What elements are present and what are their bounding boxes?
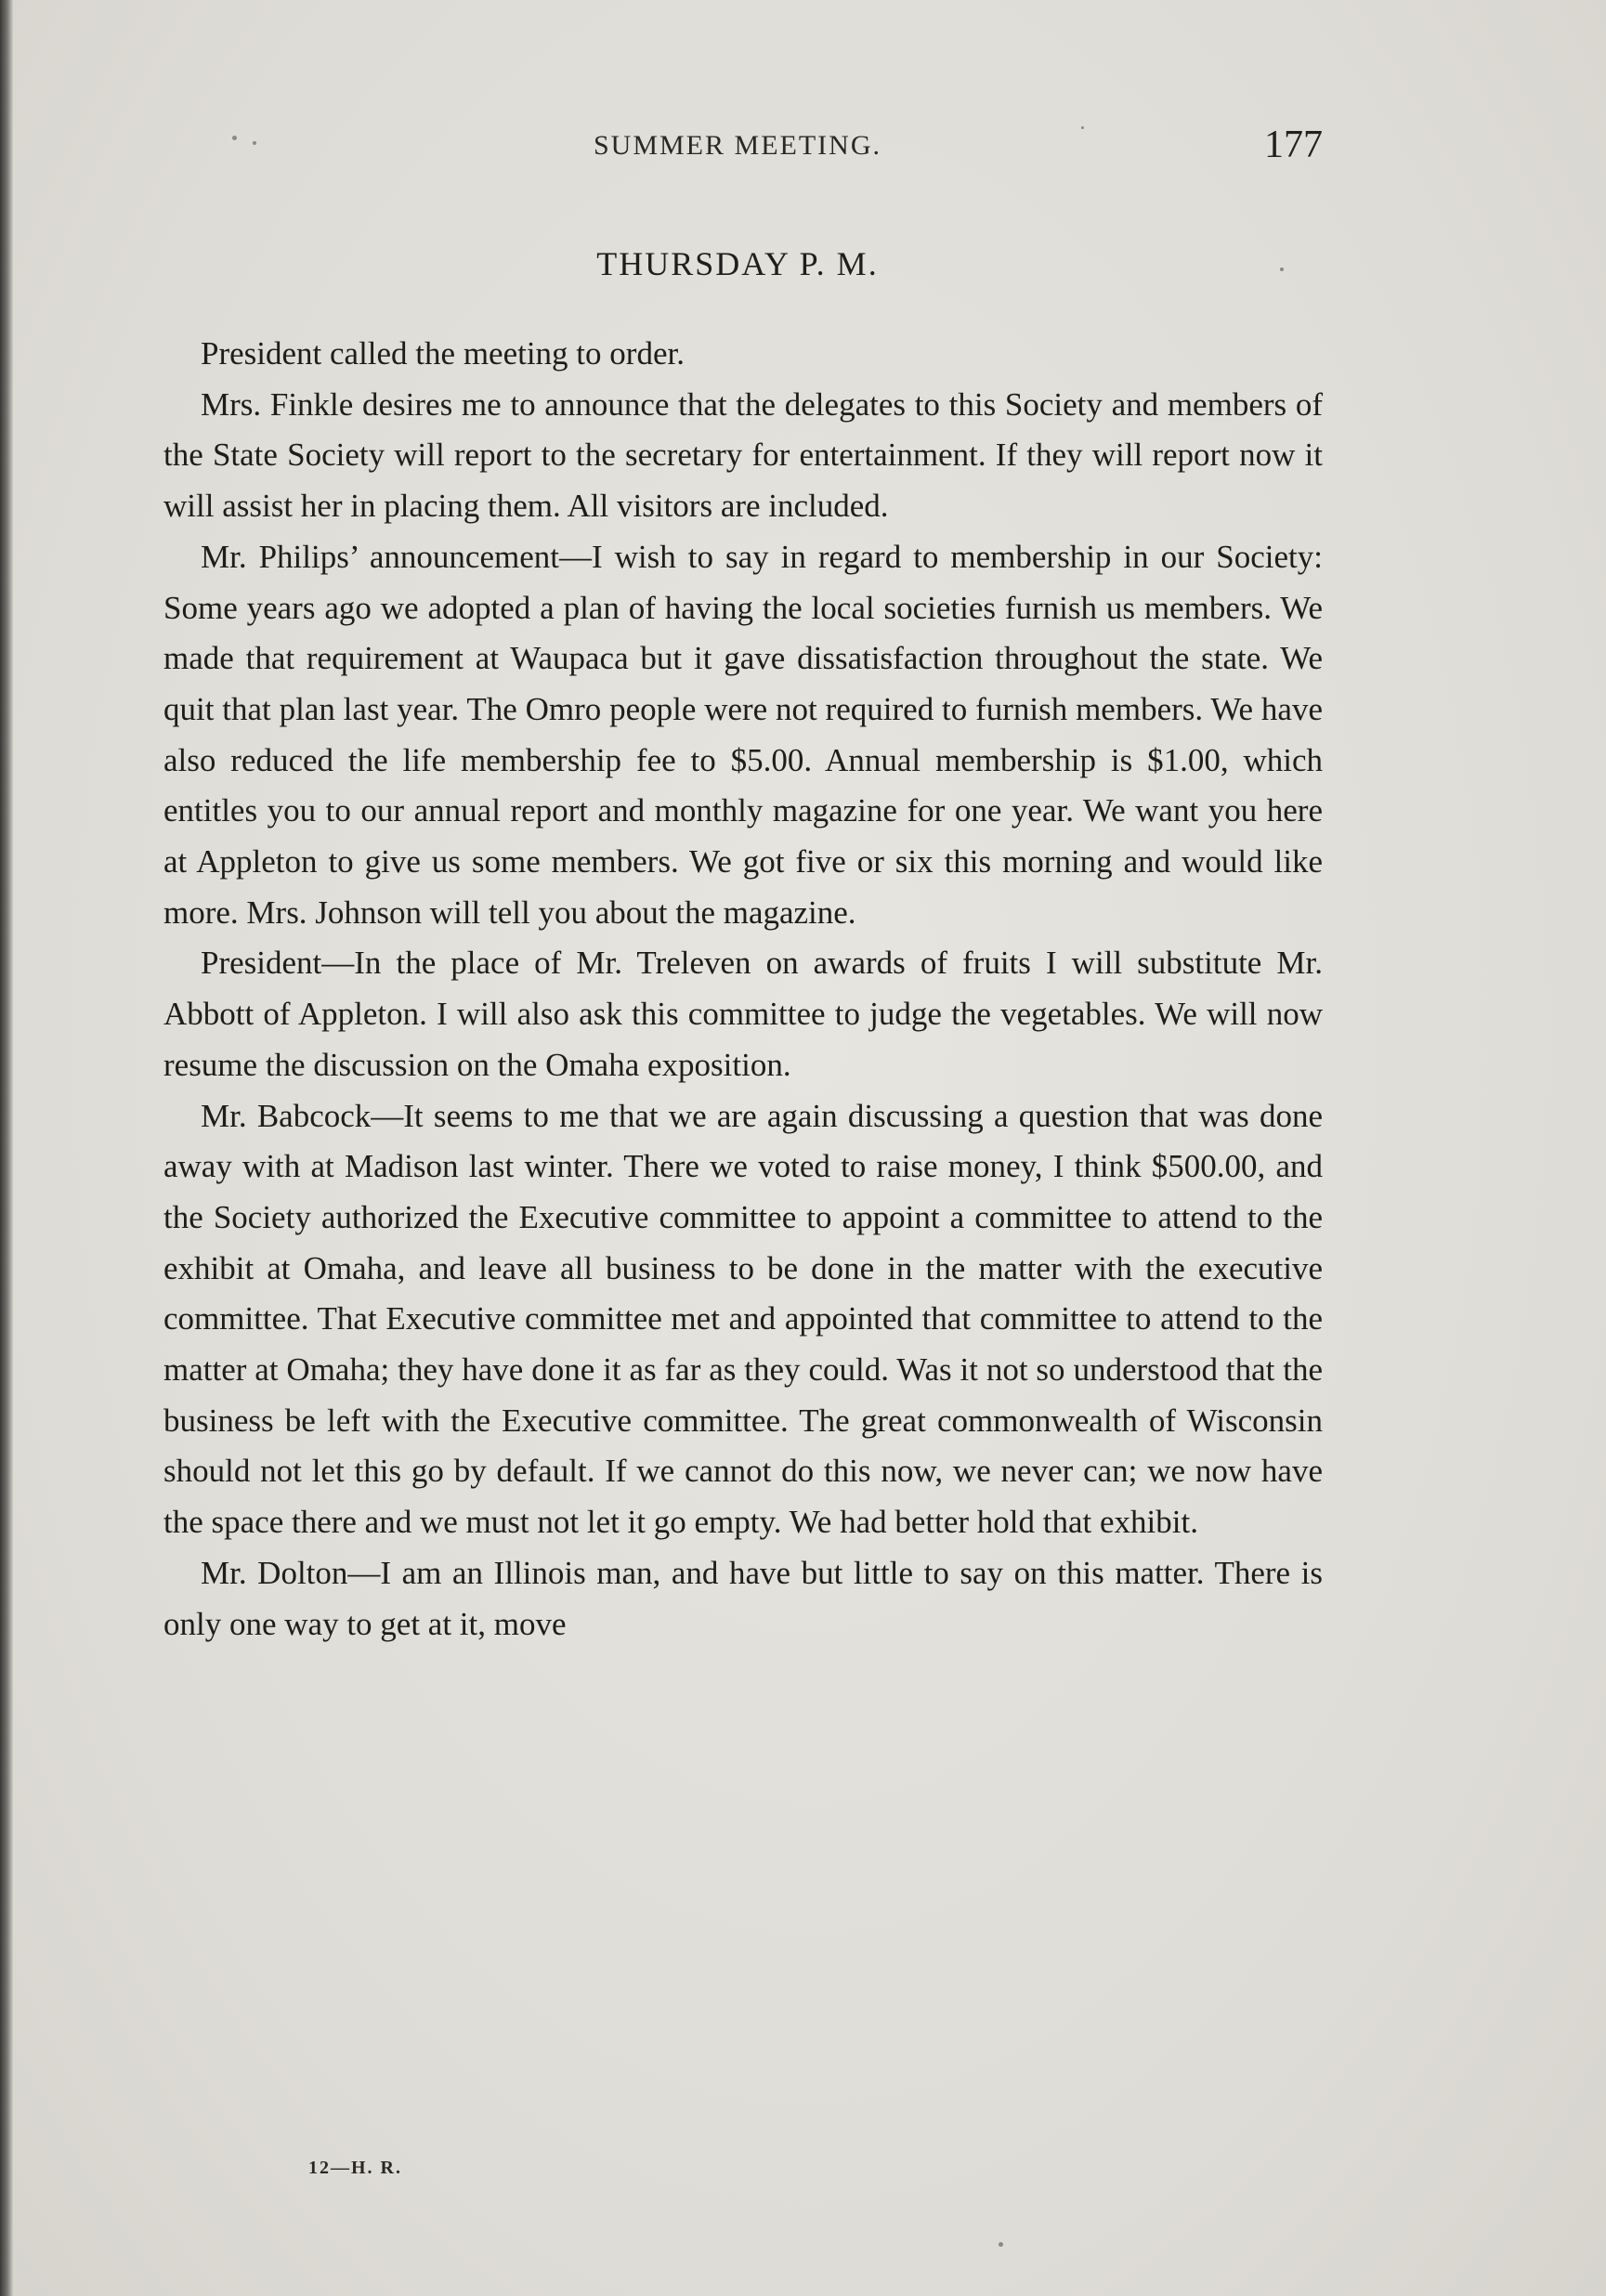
paragraph: Mr. Babcock—It seems to me that we are again discussing a question that was done away with at Madison last winter. There we voted to raise money, I think $500.00, and the Society authorized the Executive committee to appoint a committee to attend to the exhibit at Omaha, and leave all business to be done in the matter with the executive committee. That Executive committee met and appointed that committee to attend to the matter at Omaha; they have done it as far as they could. Was it not so understood that the business be left with the Executive committee. The great commonwealth of Wisconsin should not let this go by default. If we cannot do this now, we never can; we now have the space there and we must not let it go empty. We had better hold that exhibit. [163, 1097, 1323, 1541]
scan-speck [1081, 126, 1084, 129]
paragraph: President—In the place of Mr. Treleven on awards of fruits I will substitute Mr. Abbott of Appleton. I will also ask this committee to judge the vegetables. We will now resume the discussion on the Omaha exposition. [163, 945, 1323, 1083]
page-number: 177 [1264, 124, 1323, 166]
scan-binding-edge [0, 0, 13, 2296]
scan-speck [253, 141, 256, 145]
book-page [13, 0, 1606, 2296]
section-heading: THURSDAY P. M. [596, 245, 879, 282]
paragraph: Mrs. Finkle desires me to announce that the delegates to this Society and members of the State Society will report to the secretary for entertainment. If they will report now it will assist her in placing them. All visitors are included. [163, 385, 1323, 525]
paragraph: Mr. Dolton—I am an Illinois man, and have but little to say on this matter. There is only one way to get at it, move [163, 1554, 1323, 1642]
scan-speck [999, 2242, 1003, 2247]
paragraph: President called the meeting to order. [201, 335, 685, 372]
running-title: SUMMER MEETING. [593, 130, 881, 161]
scan-speck [1280, 267, 1284, 271]
scan-speck [232, 136, 237, 140]
body-text [163, 329, 1323, 1650]
running-head [152, 123, 1323, 178]
signature-mark: 12—H. R. [308, 2158, 402, 2178]
paragraph: Mr. Philips’ announcement—I wish to say in regard to membership in our Society: Some years ago we adopted a plan of having the local societies furnish us members. We made that requirement at Waupaca but it gave dissatisfaction throughout the state. We quit that plan last year. The Omro people were not required to furnish members. We have also reduced the life membership fee to $5.00. Annual membership is $1.00, which entitles you to our annual report and monthly magazine for one year. We want you here at Appleton to give us some members. We got five or six this morning and would like more. Mrs. Johnson will tell you about the magazine. [163, 538, 1323, 931]
